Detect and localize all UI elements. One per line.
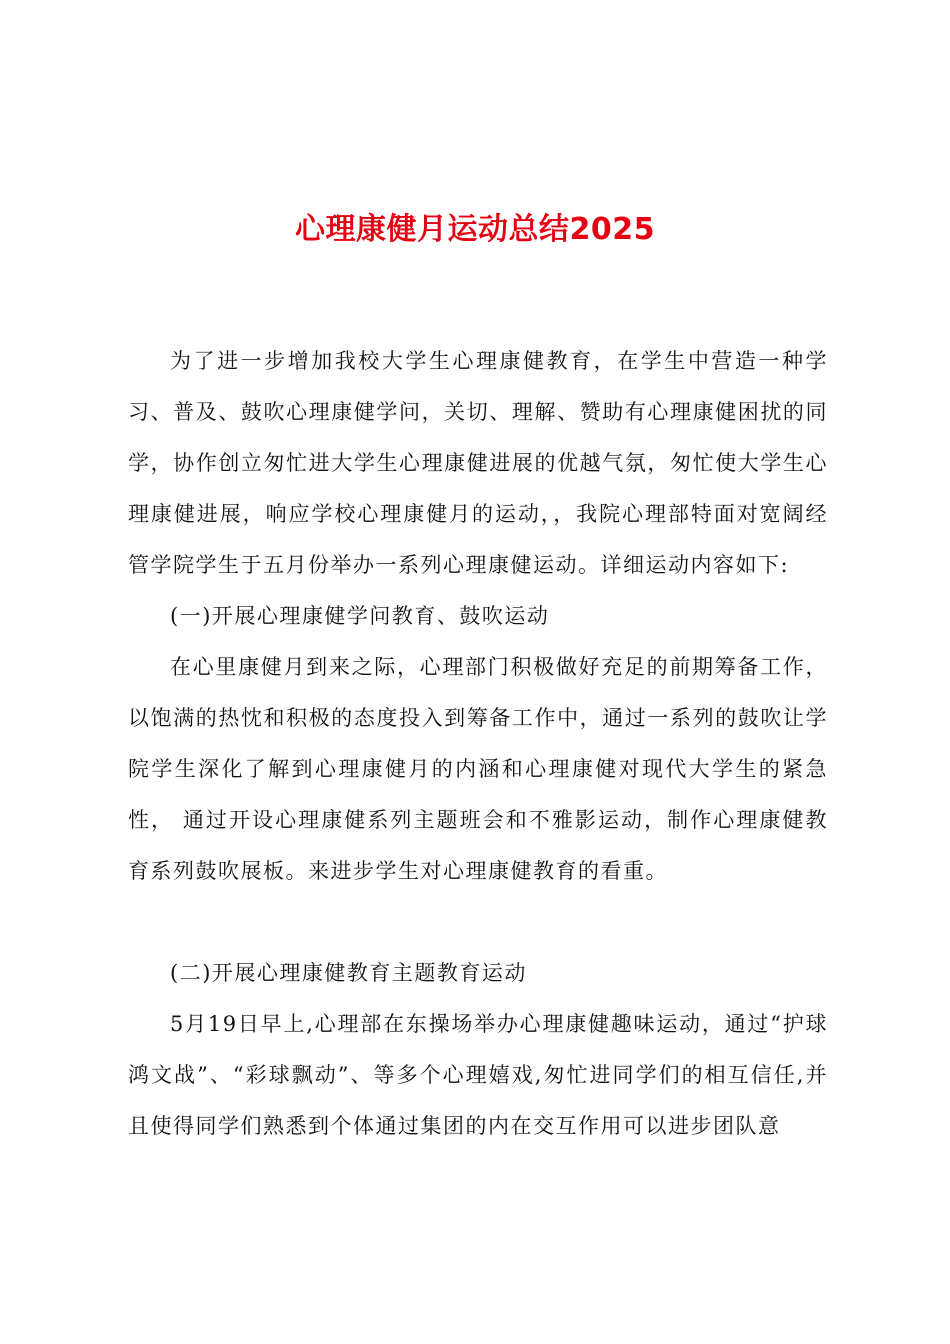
- document-body: [128, 336, 828, 1152]
- section-heading-2: (二)开展心理康健教育主题教育运动: [170, 961, 527, 985]
- section-heading-1: (一)开展心理康健学问教育、鼓吹运动: [170, 604, 550, 628]
- document-title: 心理康健月运动总结2025: [295, 212, 655, 247]
- paragraph-section-1: 在心里康健月到来之际，心理部门积极做好充足的前期筹备工作，以饱满的热忱和积极的态度投入到筹备工作中，通过一系列的鼓吹让学院学生深化了解到心理康健月的内涵和心理康健对现代大学生的紧急性， 通过开设心理康健系列主题班会和不雅影运动，制作心理康健教育系列鼓吹展板。来进步学生对心理康健教育的看重。: [128, 655, 828, 883]
- paragraph-section-2: 5月19日早上,心理部在东操场举办心理康健趣味运动，通过“护球鸿文战”、“彩球飘动”、等多个心理嬉戏,匆忙进同学们的相互信任,并且使得同学们熟悉到个体通过集团的内在交互作用可以进步团队意: [128, 1012, 828, 1138]
- paragraph-intro: 为了进一步增加我校大学生心理康健教育，在学生中营造一种学习、普及、鼓吹心理康健学问，关切、理解、赞助有心理康健困扰的同学，协作创立匆忙进大学生心理康健进展的优越气氛，匆忙使大学生心理康健进展，响应学校心理康健月的运动，，我院心理部特面对宽阔经管学院学生于五月份举办一系列心理康健运动。详细运动内容如下:: [128, 349, 828, 577]
